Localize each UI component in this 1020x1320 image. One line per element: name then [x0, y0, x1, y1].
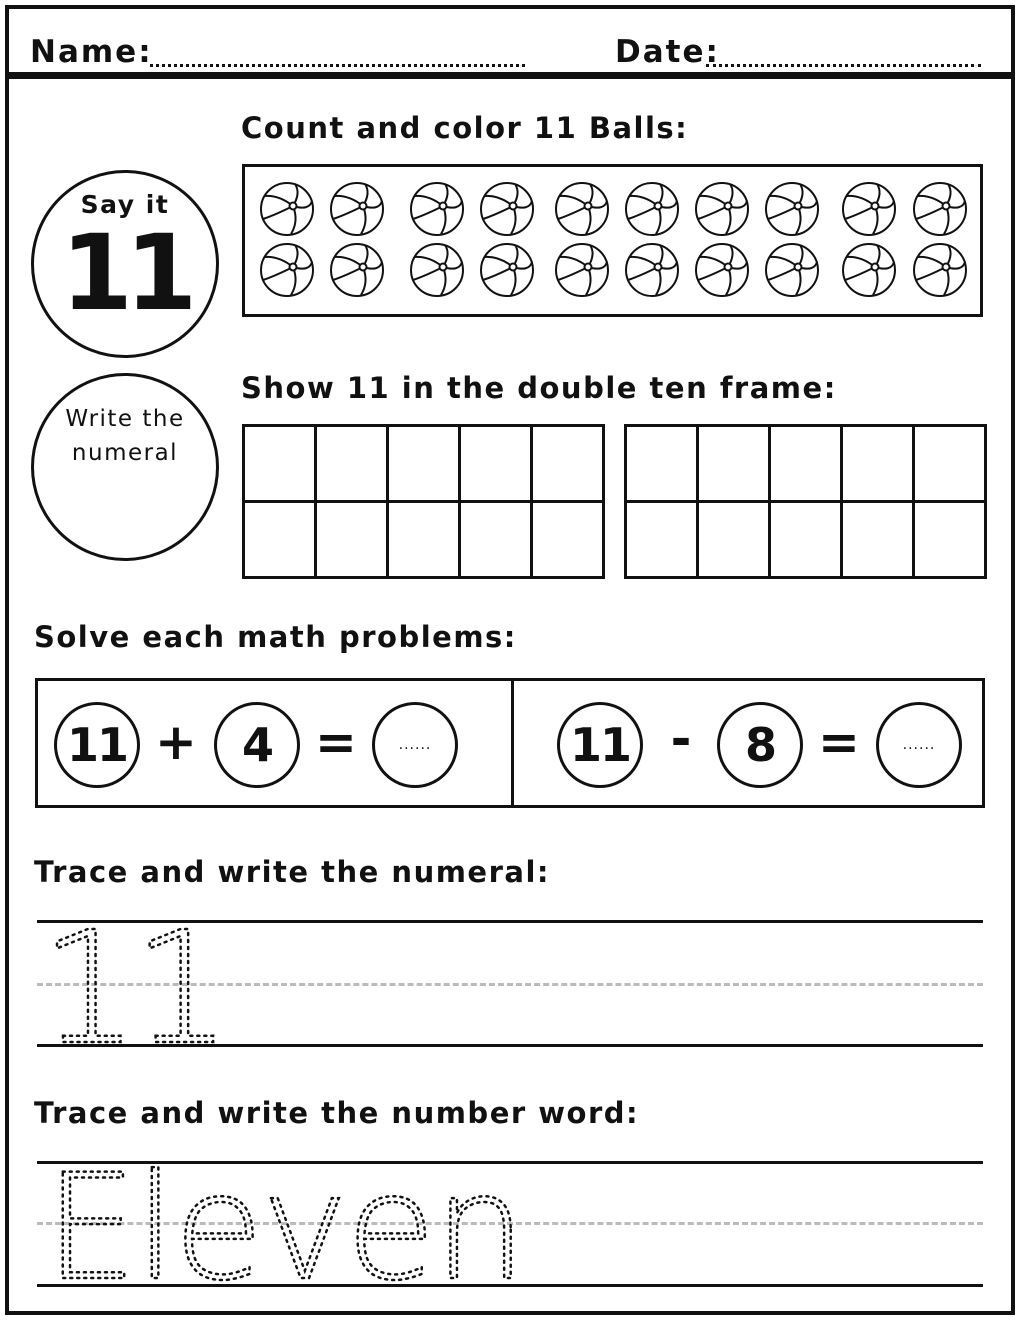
- date-label: Date:: [615, 34, 720, 70]
- beach-ball-icon[interactable]: [481, 183, 533, 235]
- trace-word-heading: Trace and write the number word:: [34, 1096, 640, 1130]
- problem-1-answer-blank: ......: [398, 737, 432, 753]
- beach-ball-icon[interactable]: [411, 183, 463, 235]
- write-numeral-circle[interactable]: [31, 373, 219, 561]
- problem-2-equals: =: [818, 713, 860, 771]
- trace-numeral-glyphs: 11: [40, 918, 226, 1048]
- beach-ball-icon[interactable]: [626, 244, 678, 296]
- ten-frame-cell[interactable]: [387, 501, 460, 578]
- problem-2-b: 8: [717, 702, 803, 788]
- ten-frame-cell[interactable]: [697, 501, 770, 578]
- ten-frame-cell[interactable]: [531, 425, 604, 502]
- beach-ball-icon[interactable]: [556, 244, 608, 296]
- trace-word-glyphs: Eleven: [45, 1158, 525, 1288]
- ten-frame-cell[interactable]: [387, 425, 460, 502]
- ten-frame-cell[interactable]: [769, 501, 842, 578]
- ten-frame-cell[interactable]: [769, 425, 842, 502]
- name-label: Name:: [30, 34, 153, 70]
- ten-frame-cell[interactable]: [913, 501, 986, 578]
- problem-1-b: 4: [214, 702, 300, 788]
- beach-ball-icon[interactable]: [843, 183, 895, 235]
- beach-ball-icon[interactable]: [766, 244, 818, 296]
- beach-ball-icon[interactable]: [261, 183, 313, 235]
- ten-frame-cell[interactable]: [625, 425, 698, 502]
- beach-ball-icon[interactable]: [696, 244, 748, 296]
- trace-numeral-heading: Trace and write the numeral:: [34, 855, 551, 889]
- say-it-label: Say it: [80, 190, 170, 219]
- beach-ball-icon[interactable]: [556, 183, 608, 235]
- ten-frame-cell[interactable]: [913, 425, 986, 502]
- problem-1-answer[interactable]: [372, 702, 458, 788]
- beach-ball-icon[interactable]: [914, 244, 966, 296]
- ten-frame-cell[interactable]: [841, 501, 914, 578]
- ten-frame-cell[interactable]: [315, 425, 388, 502]
- count-heading: Count and color 11 Balls:: [241, 111, 689, 145]
- ten-frame-cell[interactable]: [459, 425, 532, 502]
- problem-2-a: 11: [557, 702, 643, 788]
- ten-frame-heading: Show 11 in the double ten frame:: [241, 371, 837, 405]
- ten-frame-cell[interactable]: [243, 501, 316, 578]
- balls-group: [0, 0, 1020, 340]
- trace-numeral-text: [40, 918, 340, 1048]
- ten-frame-cell[interactable]: [531, 501, 604, 578]
- beach-ball-icon[interactable]: [914, 183, 966, 235]
- beach-ball-icon[interactable]: [766, 183, 818, 235]
- beach-ball-icon[interactable]: [331, 183, 383, 235]
- ten-frame-cell[interactable]: [697, 425, 770, 502]
- math-heading: Solve each math problems:: [34, 620, 517, 654]
- beach-ball-icon[interactable]: [331, 244, 383, 296]
- problem-1-equals: =: [315, 713, 357, 771]
- trace-word-text: [45, 1158, 565, 1288]
- say-it-number: 11: [60, 212, 190, 334]
- problem-2-answer-blank: ......: [902, 737, 936, 753]
- beach-ball-icon[interactable]: [843, 244, 895, 296]
- write-numeral-label-2: numeral: [71, 440, 179, 466]
- beach-ball-icon[interactable]: [261, 244, 313, 296]
- problem-2-operator: -: [670, 710, 692, 768]
- problem-1-operator: +: [155, 713, 197, 771]
- problem-2-answer[interactable]: [876, 702, 962, 788]
- beach-ball-icon[interactable]: [411, 244, 463, 296]
- math-divider: [511, 678, 514, 808]
- ten-frame-cell[interactable]: [315, 501, 388, 578]
- ten-frame-cell[interactable]: [459, 501, 532, 578]
- ten-frame-cell[interactable]: [841, 425, 914, 502]
- beach-ball-icon[interactable]: [696, 183, 748, 235]
- problem-1-a: 11: [54, 702, 140, 788]
- ten-frame-cell[interactable]: [243, 425, 316, 502]
- ten-frame-cell[interactable]: [625, 501, 698, 578]
- write-numeral-label-1: Write the: [65, 406, 185, 432]
- beach-ball-icon[interactable]: [626, 183, 678, 235]
- beach-ball-icon[interactable]: [481, 244, 533, 296]
